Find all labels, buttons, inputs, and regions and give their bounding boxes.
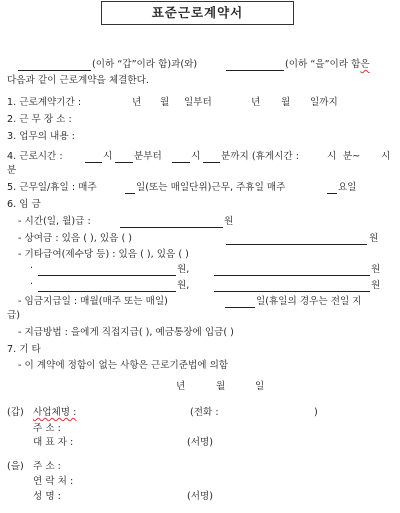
job-description-label: 3. 업무의 내용 : — [7, 131, 75, 142]
contract-end-year: 년 — [251, 97, 261, 108]
party-b-label: (을) — [7, 461, 24, 472]
contract-period-label: 1. 근로계약기간 : — [7, 97, 82, 108]
end-minute-unit: 분까지 (휴게시간 : — [221, 151, 299, 162]
contract-end-day: 일까지 — [310, 97, 338, 108]
other-pay-label: - 기타급여(제수당 등) : 있음 ( ), 있음 ( ) — [18, 249, 189, 260]
bonus-label: - 상여금 : 있음 ( ), 있음 ( ) — [18, 233, 132, 244]
date-day: 일 — [255, 381, 265, 392]
contract-start-month: 월 — [160, 97, 170, 108]
other-pay-bullet-1: · — [30, 263, 34, 274]
rest-minute-unit: 분~ — [343, 151, 361, 162]
contract-start-year: 년 — [132, 97, 142, 108]
bonus-unit: 원 — [369, 233, 379, 244]
party-a-phone-close: ) — [314, 407, 318, 418]
party-a-phone-label: (전화 : — [190, 407, 219, 418]
date-month: 월 — [216, 381, 226, 392]
date-year: 년 — [176, 381, 186, 392]
party-a-seal-label: (서명) — [187, 437, 214, 448]
hourly-wage-blank — [120, 227, 223, 228]
end-hour-blank — [172, 162, 190, 163]
party-b-name-label: 성 명 : — [33, 491, 61, 502]
rest-minute-unit-2: 분 — [7, 165, 17, 176]
workdays-blank — [125, 193, 135, 194]
party-a-representative-label: 대 표 자 : — [33, 437, 74, 448]
other-pay-blank-2b — [214, 291, 370, 292]
other-pay-unit-2b: 원 — [371, 280, 381, 291]
party-b-blank — [226, 70, 284, 71]
hourly-wage-label: - 시간(일, 월)급 : — [18, 216, 91, 227]
contract-end-month: 월 — [281, 97, 291, 108]
end-minute-blank — [203, 162, 220, 163]
intro-text-line2: 다음과 같이 근로계약을 체결한다. — [7, 75, 149, 86]
party-b-contact-label: 연 락 처 : — [33, 476, 74, 487]
others-text: - 이 계약에 정함이 없는 사항은 근로기준법에 의함 — [18, 360, 229, 371]
end-hour-unit: 시 — [191, 151, 201, 162]
weekly-holiday-unit: 요일 — [338, 182, 357, 193]
start-hour-unit: 시 — [103, 151, 113, 162]
working-hours-label: 4. 근로시간 : — [7, 151, 63, 162]
other-pay-blank-1a — [38, 275, 176, 276]
other-pay-unit-1a: 원, — [177, 264, 190, 275]
start-minute-blank — [115, 162, 133, 163]
contract-start-day: 일부터 — [184, 97, 212, 108]
intro-party-b-text: (이하 “을”이라 함은 — [285, 59, 370, 70]
payday-blank — [225, 307, 255, 308]
workdays-label: 5. 근무일/휴일 : 매주 — [7, 182, 97, 193]
payday-label: - 임금지급일 : 매월(매주 또는 매일) — [18, 296, 168, 307]
party-b-address-label: 주 소 : — [33, 461, 61, 472]
workplace-label: 2. 근 무 장 소 : — [7, 114, 72, 125]
bonus-amount-blank — [226, 244, 367, 245]
document-title: 표준근로계약서 — [101, 1, 294, 25]
other-pay-unit-2a: 원, — [177, 280, 190, 291]
party-a-business-name-label: 사업체명 : — [33, 407, 77, 418]
weekly-holiday-blank — [327, 193, 337, 194]
party-a-blank — [18, 70, 91, 71]
payment-method-label: - 지급방법 : 을에게 직접지급( ), 예금통장에 입금( ) — [18, 327, 234, 338]
party-a-address-label: 주 소 : — [33, 423, 61, 434]
rest-hour-unit: 시 — [327, 151, 337, 162]
party-b-seal-label: (서명) — [187, 491, 214, 502]
payday-text-cont: 급) — [7, 310, 21, 321]
other-pay-blank-1b — [214, 275, 370, 276]
workdays-text: 일(또는 매일단위)근무, 주휴일 매주 — [136, 182, 286, 193]
rest-hour-unit-2: 시 — [381, 151, 391, 162]
start-hour-blank — [85, 162, 102, 163]
party-a-label: (갑) — [7, 407, 24, 418]
others-heading: 7. 기 타 — [7, 344, 41, 355]
wage-heading: 6. 임 금 — [7, 199, 41, 210]
other-pay-bullet-2: · — [30, 279, 34, 290]
intro-party-a-text: (이하 “갑”이라 함)과(와) — [92, 59, 198, 70]
start-minute-unit: 분부터 — [134, 151, 162, 162]
hourly-wage-unit: 원 — [224, 216, 234, 227]
other-pay-blank-2a — [38, 291, 176, 292]
other-pay-unit-1b: 원 — [371, 264, 381, 275]
payday-text: 일(휴일의 경우는 전일 지 — [256, 296, 362, 307]
